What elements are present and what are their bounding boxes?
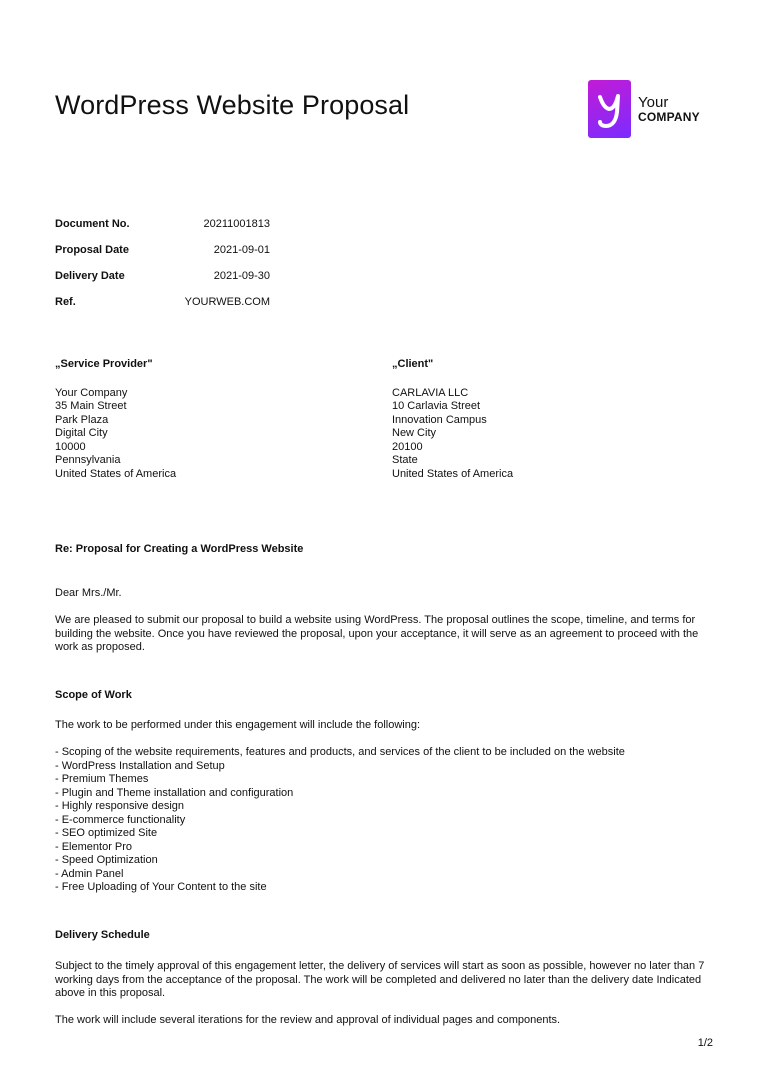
intro-paragraph: We are pleased to submit our proposal to build a website using WordPress. The proposal outlines the scope, timeline, and terms for building the website. Once you have reviewed the proposal, upon your acceptance, it will serve as an agreement to proceed with the work as proposed. bbox=[55, 614, 699, 653]
scope-item: - Speed Optimization bbox=[55, 854, 158, 866]
scope-item: - Elementor Pro bbox=[55, 840, 133, 853]
meta-row-delivery-date bbox=[55, 270, 270, 296]
provider-address-line: Pennsylvania bbox=[55, 454, 121, 466]
provider-address-line: United States of America bbox=[55, 467, 177, 480]
client-heading: „Client" bbox=[392, 358, 434, 370]
meta-row-ref bbox=[55, 296, 270, 322]
logo-wordmark bbox=[638, 95, 700, 123]
client-address-line: Innovation Campus bbox=[392, 413, 487, 426]
scope-item: - SEO optimized Site bbox=[55, 827, 158, 839]
logo-mark-icon bbox=[588, 80, 631, 138]
scope-item: - E-commerce functionality bbox=[55, 813, 186, 826]
salutation: Dear Mrs./Mr. bbox=[55, 587, 122, 599]
provider-address-line: 10000 bbox=[55, 440, 86, 453]
meta-label: Ref. bbox=[55, 296, 76, 308]
scope-item: - WordPress Installation and Setup bbox=[55, 759, 225, 772]
scope-item: - Plugin and Theme installation and configuration bbox=[55, 786, 294, 799]
meta-value: 2021-09-30 bbox=[213, 270, 270, 282]
re-line: Re: Proposal for Creating a WordPress Website bbox=[55, 543, 304, 555]
client-address-line: 10 Carlavia Street bbox=[392, 400, 481, 412]
scope-item: - Premium Themes bbox=[55, 773, 149, 785]
document-title: WordPress Website Proposal bbox=[55, 90, 410, 120]
scope-item: - Free Uploading of Your Content to the site bbox=[55, 881, 267, 893]
scope-heading: Scope of Work bbox=[55, 689, 132, 701]
meta-label: Delivery Date bbox=[55, 270, 125, 282]
meta-value: 20211001813 bbox=[203, 218, 270, 230]
meta-row-document-no bbox=[55, 218, 270, 244]
client-block bbox=[392, 358, 513, 481]
delivery-paragraph-1: Subject to the timely approval of this engagement letter, the delivery of services will start as soon as possible, however no later than 7 working days from the acceptance of the proposal. The work will be completed and delivered no later than the delivery date Indicated above in this proposal. bbox=[55, 960, 705, 999]
provider-address-line: Park Plaza bbox=[55, 413, 109, 426]
logo-y-glyph-icon bbox=[593, 87, 627, 131]
scope-list bbox=[55, 746, 720, 895]
client-address-line: 20100 bbox=[392, 440, 423, 453]
service-provider-block bbox=[55, 358, 176, 481]
scope-intro: The work to be performed under this engagement will include the following: bbox=[55, 719, 421, 731]
meta-value: 2021-09-01 bbox=[213, 244, 270, 256]
client-address-line: State bbox=[392, 454, 418, 466]
client-address-line: New City bbox=[392, 427, 437, 439]
meta-label: Document No. bbox=[55, 218, 130, 230]
logo-line-1: Your bbox=[638, 94, 669, 111]
company-logo bbox=[588, 80, 700, 138]
scope-item: - Highly responsive design bbox=[55, 800, 185, 812]
logo-line-2: COMPANY bbox=[638, 110, 700, 124]
meta-label: Proposal Date bbox=[55, 244, 129, 256]
client-address-line: United States of America bbox=[392, 467, 514, 480]
meta-row-proposal-date bbox=[55, 244, 270, 270]
provider-address-line: Your Company bbox=[55, 386, 128, 399]
page-number: 1/2 bbox=[697, 1037, 713, 1049]
scope-item: - Admin Panel bbox=[55, 867, 124, 880]
document-meta bbox=[55, 218, 270, 322]
client-address-line: CARLAVIA LLC bbox=[392, 386, 469, 399]
provider-address-line: 35 Main Street bbox=[55, 400, 127, 412]
provider-address-line: Digital City bbox=[55, 427, 108, 439]
delivery-heading: Delivery Schedule bbox=[55, 929, 150, 941]
provider-heading: „Service Provider" bbox=[55, 358, 153, 370]
meta-value: YOURWEB.COM bbox=[184, 296, 270, 308]
scope-item: - Scoping of the website requirements, features and products, and services of the client to be included on the website bbox=[55, 746, 625, 758]
delivery-paragraph-2: The work will include several iterations for the review and approval of individual pages and components. bbox=[55, 1014, 561, 1026]
